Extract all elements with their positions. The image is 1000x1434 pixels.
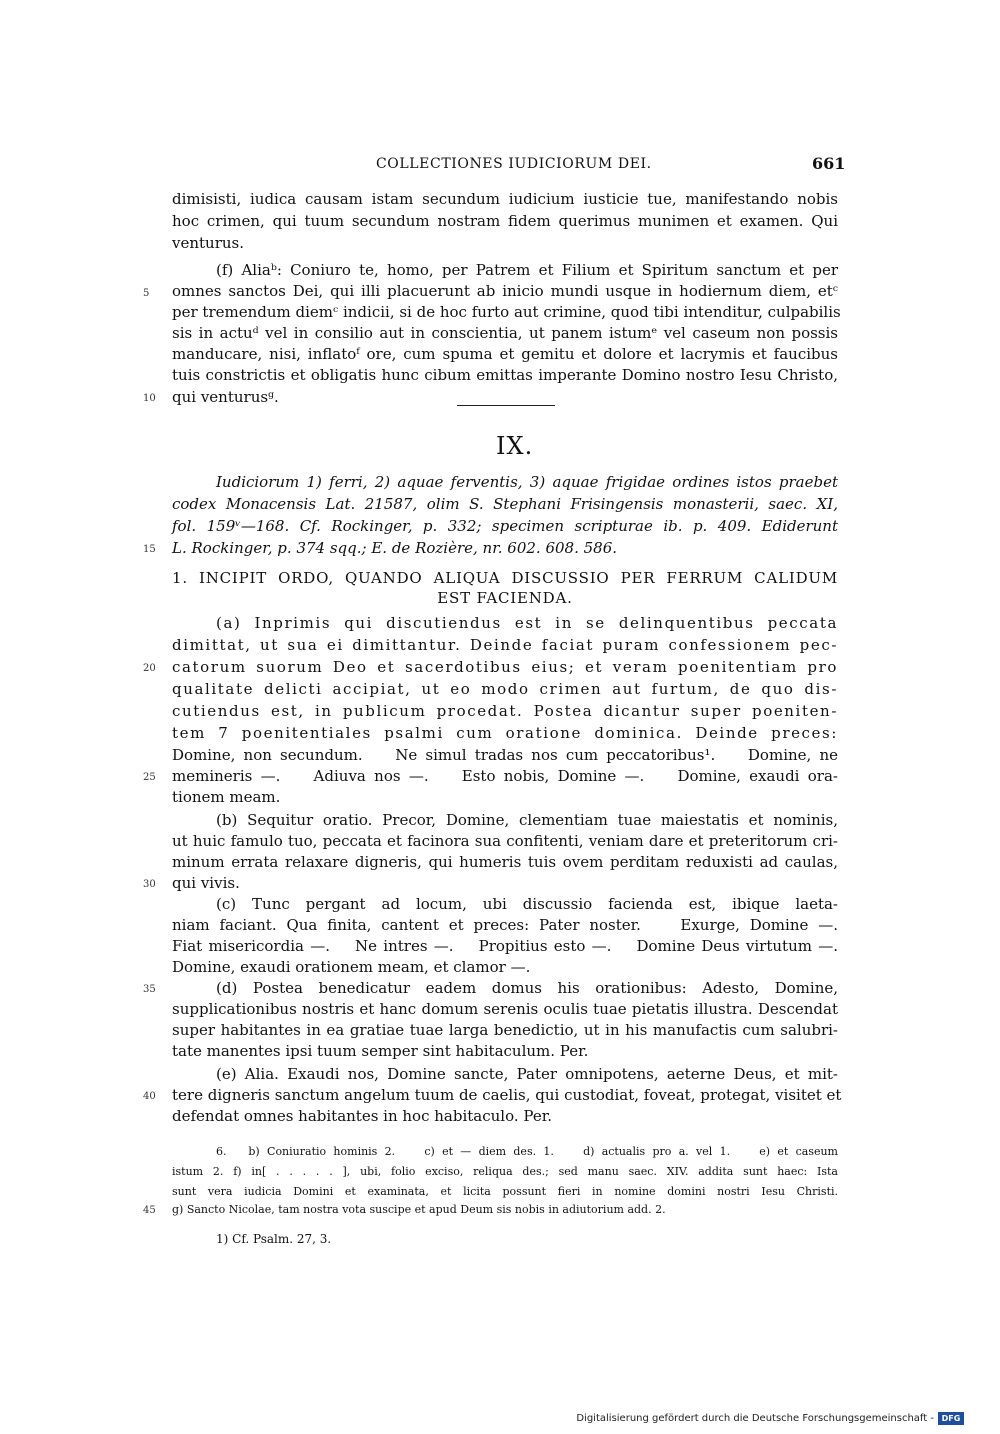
text-line: (a) Inprimis qui discutiendus est in se delinquentibus peccata [216, 614, 838, 632]
dfg-logo: DFG [938, 1412, 964, 1425]
text-line: ut huic famulo tuo, peccata et facinora sua confitenti, veniam dare et preteritorum cri- [172, 832, 838, 850]
line-number: 40 [143, 1091, 156, 1102]
line-number: 45 [143, 1205, 156, 1216]
line-number: 20 [143, 663, 156, 674]
footnote-1: 1) Cf. Psalm. 27, 3. [216, 1232, 332, 1246]
line-number: 25 [143, 772, 156, 783]
text-line: manducare, nisi, inflatoᶠ ore, cum spuma et gemitu et dolore et lacrymis et faucibus [172, 345, 838, 363]
text-line: Domine, non secundum. Ne simul tradas nos cum peccatoribus¹. Domine, ne [172, 746, 838, 764]
line-number: 15 [143, 544, 156, 555]
page-number: 661 [812, 154, 846, 173]
text-line: catorum suorum Deo et sacerdotibus eius; et veram poenitentiam pro [172, 658, 838, 676]
line-number: 5 [143, 288, 150, 299]
footnote-line: g) Sancto Nicolae, tam nostra vota suscipe et apud Deum sis nobis in adiutorium add. 2. [172, 1203, 666, 1216]
text-line: hoc crimen, qui tuum secundum nostram fidem querimus munimen et examen. Qui [172, 212, 838, 230]
footnote-line: istum 2. f) in[ . . . . . ], ubi, folio exciso, reliqua des.; sed manu saec. XIV. addita sunt haec: Ista [172, 1165, 838, 1178]
text-line: qualitate delicti accipiat, ut eo modo crimen aut furtum, de quo dis- [172, 680, 838, 698]
text-line: minum errata relaxare digneris, qui humeris tuis ovem perditam reduxisti ad caulas, [172, 853, 838, 871]
text-line: Fiat misericordia —. Ne intres —. Propitius esto —. Domine Deus virtutum —. [172, 937, 838, 955]
text-line: tate manentes ipsi tuum semper sint habitaculum. Per. [172, 1042, 589, 1060]
section-heading: EST FACIENDA. [437, 589, 573, 607]
text-line: niam faciant. Qua finita, cantent et preces: Pater noster. Exurge, Domine —. [172, 916, 838, 934]
text-line: (e) Alia. Exaudi nos, Domine sancte, Pater omnipotens, aeterne Deus, et mit- [216, 1065, 838, 1083]
text-line: tuis constrictis et obligatis hunc cibum emittas imperante Domino nostro Iesu Christo, [172, 366, 838, 384]
text-line: cutiendus est, in publicum procedat. Postea dicantur super poeniten- [172, 702, 838, 720]
text-line: sis in actuᵈ vel in consilio aut in conscientia, ut panem istumᵉ vel caseum non possis [172, 324, 838, 342]
intro-line: fol. 159ᵛ—168. Cf. Rockinger, p. 332; specimen scripturae ib. p. 409. Ediderunt [172, 517, 838, 535]
text-line: (b) Sequitur oratio. Precor, Domine, clementiam tuae maiestatis et nominis, [216, 811, 838, 829]
text-line: dimisisti, iudica causam istam secundum iudicium iusticie tue, manifestando nobis [172, 190, 838, 208]
text-line: tem 7 poenitentiales psalmi cum oratione dominica. Deinde preces: [172, 724, 838, 742]
intro-line: codex Monacensis Lat. 21587, olim S. Stephani Frisingensis monasterii, saec. XI, [172, 495, 838, 513]
intro-line: Iudiciorum 1) ferri, 2) aquae ferventis, 3) aquae frigidae ordines istos praebet [216, 473, 838, 491]
intro-line: L. Rockinger, p. 374 sqq.; E. de Rozière, nr. 602. 608. 586. [172, 539, 618, 557]
text-line: qui vivis. [172, 874, 240, 892]
text-line: (c) Tunc pergant ad locum, ubi discussio facienda est, ibique laeta- [216, 895, 838, 913]
section-heading: 1. INCIPIT ORDO, QUANDO ALIQUA DISCUSSIO PER FERRUM CALIDUM [172, 569, 838, 587]
line-number: 10 [143, 393, 156, 404]
text-line: Domine, exaudi orationem meam, et clamor —. [172, 958, 531, 976]
text-line: (f) Aliaᵇ: Coniuro te, homo, per Patrem et Filium et Spiritum sanctum et per [216, 261, 838, 279]
text-line: (d) Postea benedicatur eadem domus his orationibus: Adesto, Domine, [216, 979, 838, 997]
text-line: supplicationibus nostris et hanc domum serenis oculis tuae pietatis illustra. Descendat [172, 1000, 838, 1018]
credit-text: Digitalisierung gefördert durch die Deutsche Forschungsgemeinschaft - [576, 1413, 934, 1424]
footnote-line: sunt vera iudicia Domini et examinata, et licita possunt fieri in nomine domini nostri Iesu Christi. [172, 1185, 838, 1198]
text-line: qui venturusᵍ. [172, 388, 279, 406]
text-line: dimittat, ut sua ei dimittantur. Deinde faciat puram confessionem pec- [172, 636, 838, 654]
text-line: tere digneris sanctum angelum tuum de caelis, qui custodiat, foveat, protegat, visitet et [172, 1086, 842, 1104]
text-line: super habitantes in ea gratiae tuae larga benedictio, ut in his manufactis cum salubri- [172, 1021, 838, 1039]
text-line: per tremendum diemᶜ indicii, si de hoc furto aut crimine, quod tibi intenditur, culpabilis [172, 303, 841, 321]
digitization-credit [576, 1412, 964, 1425]
section-number: IX. [496, 432, 534, 460]
text-line: defendat omnes habitantes in hoc habitaculo. Per. [172, 1107, 552, 1125]
text-line: omnes sanctos Dei, qui illi placuerunt ab inicio mundi usque in hodiernum diem, etᶜ [172, 282, 838, 300]
line-number: 30 [143, 879, 156, 890]
text-line: memineris —. Adiuva nos —. Esto nobis, Domine —. Domine, exaudi ora- [172, 767, 838, 785]
line-number: 35 [143, 984, 156, 995]
text-line: tionem meam. [172, 788, 281, 806]
running-header-title: COLLECTIONES IUDICIORUM DEI. [376, 156, 652, 172]
footnote-line: 6. b) Coniuratio hominis 2. c) et — diem des. 1. d) actualis pro a. vel 1. e) et caseum [216, 1145, 838, 1158]
text-line: venturus. [172, 234, 244, 252]
section-divider [457, 405, 555, 406]
